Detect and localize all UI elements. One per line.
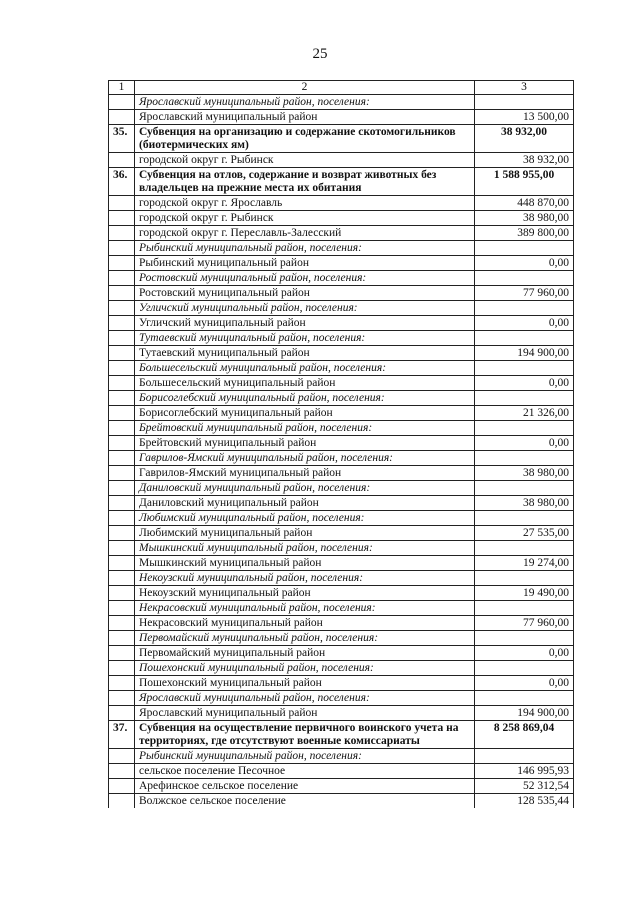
row-name: Волжское сельское поселение <box>135 794 475 809</box>
table-row <box>109 646 574 661</box>
header-col-1: 1 <box>109 81 135 95</box>
row-amount: 194 900,00 <box>475 706 574 721</box>
row-amount: 77 960,00 <box>475 286 574 301</box>
row-number <box>109 526 135 541</box>
row-number <box>109 691 135 706</box>
table-row <box>109 556 574 571</box>
row-name: Пошехонский муниципальный район, поселения: <box>135 661 475 676</box>
row-name: Борисоглебский муниципальный район <box>135 406 475 421</box>
row-number <box>109 511 135 526</box>
row-name: Рыбинский муниципальный район, поселения: <box>135 241 475 256</box>
row-number <box>109 226 135 241</box>
row-name: Субвенция на отлов, содержание и возврат животных без владельцев на прежние места их обитания <box>135 168 475 196</box>
row-number <box>109 436 135 451</box>
row-amount: 146 995,93 <box>475 764 574 779</box>
row-amount <box>475 631 574 646</box>
row-amount <box>475 391 574 406</box>
row-amount <box>475 661 574 676</box>
row-amount <box>475 541 574 556</box>
row-number <box>109 481 135 496</box>
row-number <box>109 391 135 406</box>
row-amount: 128 535,44 <box>475 794 574 809</box>
row-number <box>109 376 135 391</box>
district-heading-row <box>109 331 574 346</box>
subvention-title-row <box>109 721 574 749</box>
table-row <box>109 256 574 271</box>
row-amount <box>475 301 574 316</box>
district-heading-row <box>109 271 574 286</box>
district-heading-row <box>109 481 574 496</box>
row-number <box>109 764 135 779</box>
district-heading-row <box>109 749 574 764</box>
district-heading-row <box>109 241 574 256</box>
row-amount <box>475 749 574 764</box>
district-heading-row <box>109 391 574 406</box>
row-name: Большесельский муниципальный район, поселения: <box>135 361 475 376</box>
row-name: Ростовский муниципальный район, поселения: <box>135 271 475 286</box>
row-name: Некрасовский муниципальный район, поселения: <box>135 601 475 616</box>
row-amount <box>475 481 574 496</box>
table-row <box>109 110 574 125</box>
row-number <box>109 661 135 676</box>
row-number <box>109 153 135 168</box>
row-amount: 38 980,00 <box>475 211 574 226</box>
row-number <box>109 421 135 436</box>
row-amount <box>475 361 574 376</box>
district-heading-row <box>109 541 574 556</box>
row-name: Даниловский муниципальный район, поселения: <box>135 481 475 496</box>
table-row <box>109 526 574 541</box>
row-number <box>109 271 135 286</box>
row-number <box>109 361 135 376</box>
row-amount: 38 932,00 <box>475 153 574 168</box>
row-number <box>109 586 135 601</box>
row-number <box>109 196 135 211</box>
header-col-3: 3 <box>475 81 574 95</box>
district-heading-row <box>109 511 574 526</box>
row-amount <box>475 421 574 436</box>
district-heading-row <box>109 421 574 436</box>
row-amount: 52 312,54 <box>475 779 574 794</box>
row-name: Борисоглебский муниципальный район, поселения: <box>135 391 475 406</box>
row-number <box>109 616 135 631</box>
row-number <box>109 646 135 661</box>
table-row <box>109 153 574 168</box>
row-name: Ярославский муниципальный район, поселения: <box>135 691 475 706</box>
row-number <box>109 301 135 316</box>
row-number <box>109 406 135 421</box>
row-amount: 8 258 869,04 <box>475 721 574 749</box>
row-name: Угличский муниципальный район, поселения: <box>135 301 475 316</box>
row-number <box>109 256 135 271</box>
row-number <box>109 241 135 256</box>
row-name: Ярославский муниципальный район <box>135 110 475 125</box>
district-heading-row <box>109 661 574 676</box>
row-number <box>109 286 135 301</box>
row-amount: 0,00 <box>475 646 574 661</box>
row-name: Даниловский муниципальный район <box>135 496 475 511</box>
row-amount: 0,00 <box>475 316 574 331</box>
row-name: Любимский муниципальный район, поселения: <box>135 511 475 526</box>
row-amount: 389 800,00 <box>475 226 574 241</box>
table-row <box>109 196 574 211</box>
row-name: Рыбинский муниципальный район, поселения: <box>135 749 475 764</box>
row-number <box>109 211 135 226</box>
row-number <box>109 556 135 571</box>
row-amount: 0,00 <box>475 676 574 691</box>
row-name: Угличский муниципальный район <box>135 316 475 331</box>
district-heading-row <box>109 301 574 316</box>
table-row <box>109 316 574 331</box>
row-number <box>109 331 135 346</box>
table-row <box>109 676 574 691</box>
row-name: городской округ г. Переславль-Залесский <box>135 226 475 241</box>
row-number <box>109 95 135 110</box>
district-heading-row <box>109 451 574 466</box>
header-col-2: 2 <box>135 81 475 95</box>
district-heading-row <box>109 601 574 616</box>
row-amount: 13 500,00 <box>475 110 574 125</box>
row-number <box>109 466 135 481</box>
row-amount: 38 932,00 <box>475 125 574 153</box>
row-amount: 448 870,00 <box>475 196 574 211</box>
table-row <box>109 764 574 779</box>
row-name: Любимский муниципальный район <box>135 526 475 541</box>
row-number <box>109 749 135 764</box>
district-heading-row <box>109 361 574 376</box>
table-row <box>109 616 574 631</box>
district-heading-row <box>109 571 574 586</box>
row-amount: 194 900,00 <box>475 346 574 361</box>
row-amount: 38 980,00 <box>475 496 574 511</box>
row-name: Некрасовский муниципальный район <box>135 616 475 631</box>
subvention-table <box>108 80 574 808</box>
table-row <box>109 496 574 511</box>
row-amount <box>475 601 574 616</box>
row-amount <box>475 271 574 286</box>
row-name: Ярославский муниципальный район <box>135 706 475 721</box>
row-name: Первомайский муниципальный район, поселения: <box>135 631 475 646</box>
row-amount <box>475 511 574 526</box>
row-number <box>109 110 135 125</box>
table-header-row <box>109 81 574 95</box>
table-row <box>109 376 574 391</box>
row-number <box>109 631 135 646</box>
row-name: Ростовский муниципальный район <box>135 286 475 301</box>
row-name: Мышкинский муниципальный район, поселения: <box>135 541 475 556</box>
row-name: Субвенция на организацию и содержание скотомогильников (биотермических ям) <box>135 125 475 153</box>
row-name: Гаврилов-Ямский муниципальный район, поселения: <box>135 451 475 466</box>
row-amount <box>475 331 574 346</box>
row-name: Арефинское сельское поселение <box>135 779 475 794</box>
row-number <box>109 794 135 809</box>
row-name: Брейтовский муниципальный район, поселения: <box>135 421 475 436</box>
row-number <box>109 346 135 361</box>
row-number <box>109 496 135 511</box>
row-name: Пошехонский муниципальный район <box>135 676 475 691</box>
row-name: сельское поселение Песочное <box>135 764 475 779</box>
row-amount <box>475 691 574 706</box>
row-number <box>109 316 135 331</box>
row-amount: 19 490,00 <box>475 586 574 601</box>
row-number <box>109 451 135 466</box>
row-number <box>109 676 135 691</box>
table-row <box>109 794 574 809</box>
row-number: 36. <box>109 168 135 196</box>
row-amount <box>475 571 574 586</box>
row-number <box>109 541 135 556</box>
row-amount <box>475 95 574 110</box>
table-row <box>109 466 574 481</box>
row-name: Брейтовский муниципальный район <box>135 436 475 451</box>
table-row <box>109 346 574 361</box>
page-number: 25 <box>312 46 328 62</box>
row-number <box>109 706 135 721</box>
row-number: 37. <box>109 721 135 749</box>
row-name: Рыбинский муниципальный район <box>135 256 475 271</box>
row-name: Первомайский муниципальный район <box>135 646 475 661</box>
table-row <box>109 211 574 226</box>
row-name: Некоузский муниципальный район <box>135 586 475 601</box>
row-amount: 0,00 <box>475 376 574 391</box>
table-row <box>109 406 574 421</box>
district-heading-row <box>109 631 574 646</box>
table-row <box>109 226 574 241</box>
row-number: 35. <box>109 125 135 153</box>
row-amount: 77 960,00 <box>475 616 574 631</box>
subvention-title-row <box>109 125 574 153</box>
row-amount: 27 535,00 <box>475 526 574 541</box>
row-name: Некоузский муниципальный район, поселения: <box>135 571 475 586</box>
row-name: городской округ г. Рыбинск <box>135 211 475 226</box>
row-amount <box>475 241 574 256</box>
row-number <box>109 601 135 616</box>
row-number <box>109 779 135 794</box>
table-row <box>109 706 574 721</box>
row-name: Тутаевский муниципальный район <box>135 346 475 361</box>
row-name: Субвенция на осуществление первичного воинского учета на территориях, где отсутствуют военные комиссариаты <box>135 721 475 749</box>
row-amount: 1 588 955,00 <box>475 168 574 196</box>
row-name: Тутаевский муниципальный район, поселения: <box>135 331 475 346</box>
row-name: Гаврилов-Ямский муниципальный район <box>135 466 475 481</box>
table-row <box>109 286 574 301</box>
row-name: Большесельский муниципальный район <box>135 376 475 391</box>
district-heading-row <box>109 95 574 110</box>
row-name: городской округ г. Ярославль <box>135 196 475 211</box>
table-row <box>109 779 574 794</box>
row-amount: 38 980,00 <box>475 466 574 481</box>
district-heading-row <box>109 691 574 706</box>
row-name: Мышкинский муниципальный район <box>135 556 475 571</box>
row-amount <box>475 451 574 466</box>
row-name: городской округ г. Рыбинск <box>135 153 475 168</box>
subvention-title-row <box>109 168 574 196</box>
row-amount: 19 274,00 <box>475 556 574 571</box>
row-amount: 0,00 <box>475 436 574 451</box>
row-amount: 21 326,00 <box>475 406 574 421</box>
table-row <box>109 586 574 601</box>
table-row <box>109 436 574 451</box>
row-number <box>109 571 135 586</box>
row-amount: 0,00 <box>475 256 574 271</box>
row-name: Ярославский муниципальный район, поселения: <box>135 95 475 110</box>
